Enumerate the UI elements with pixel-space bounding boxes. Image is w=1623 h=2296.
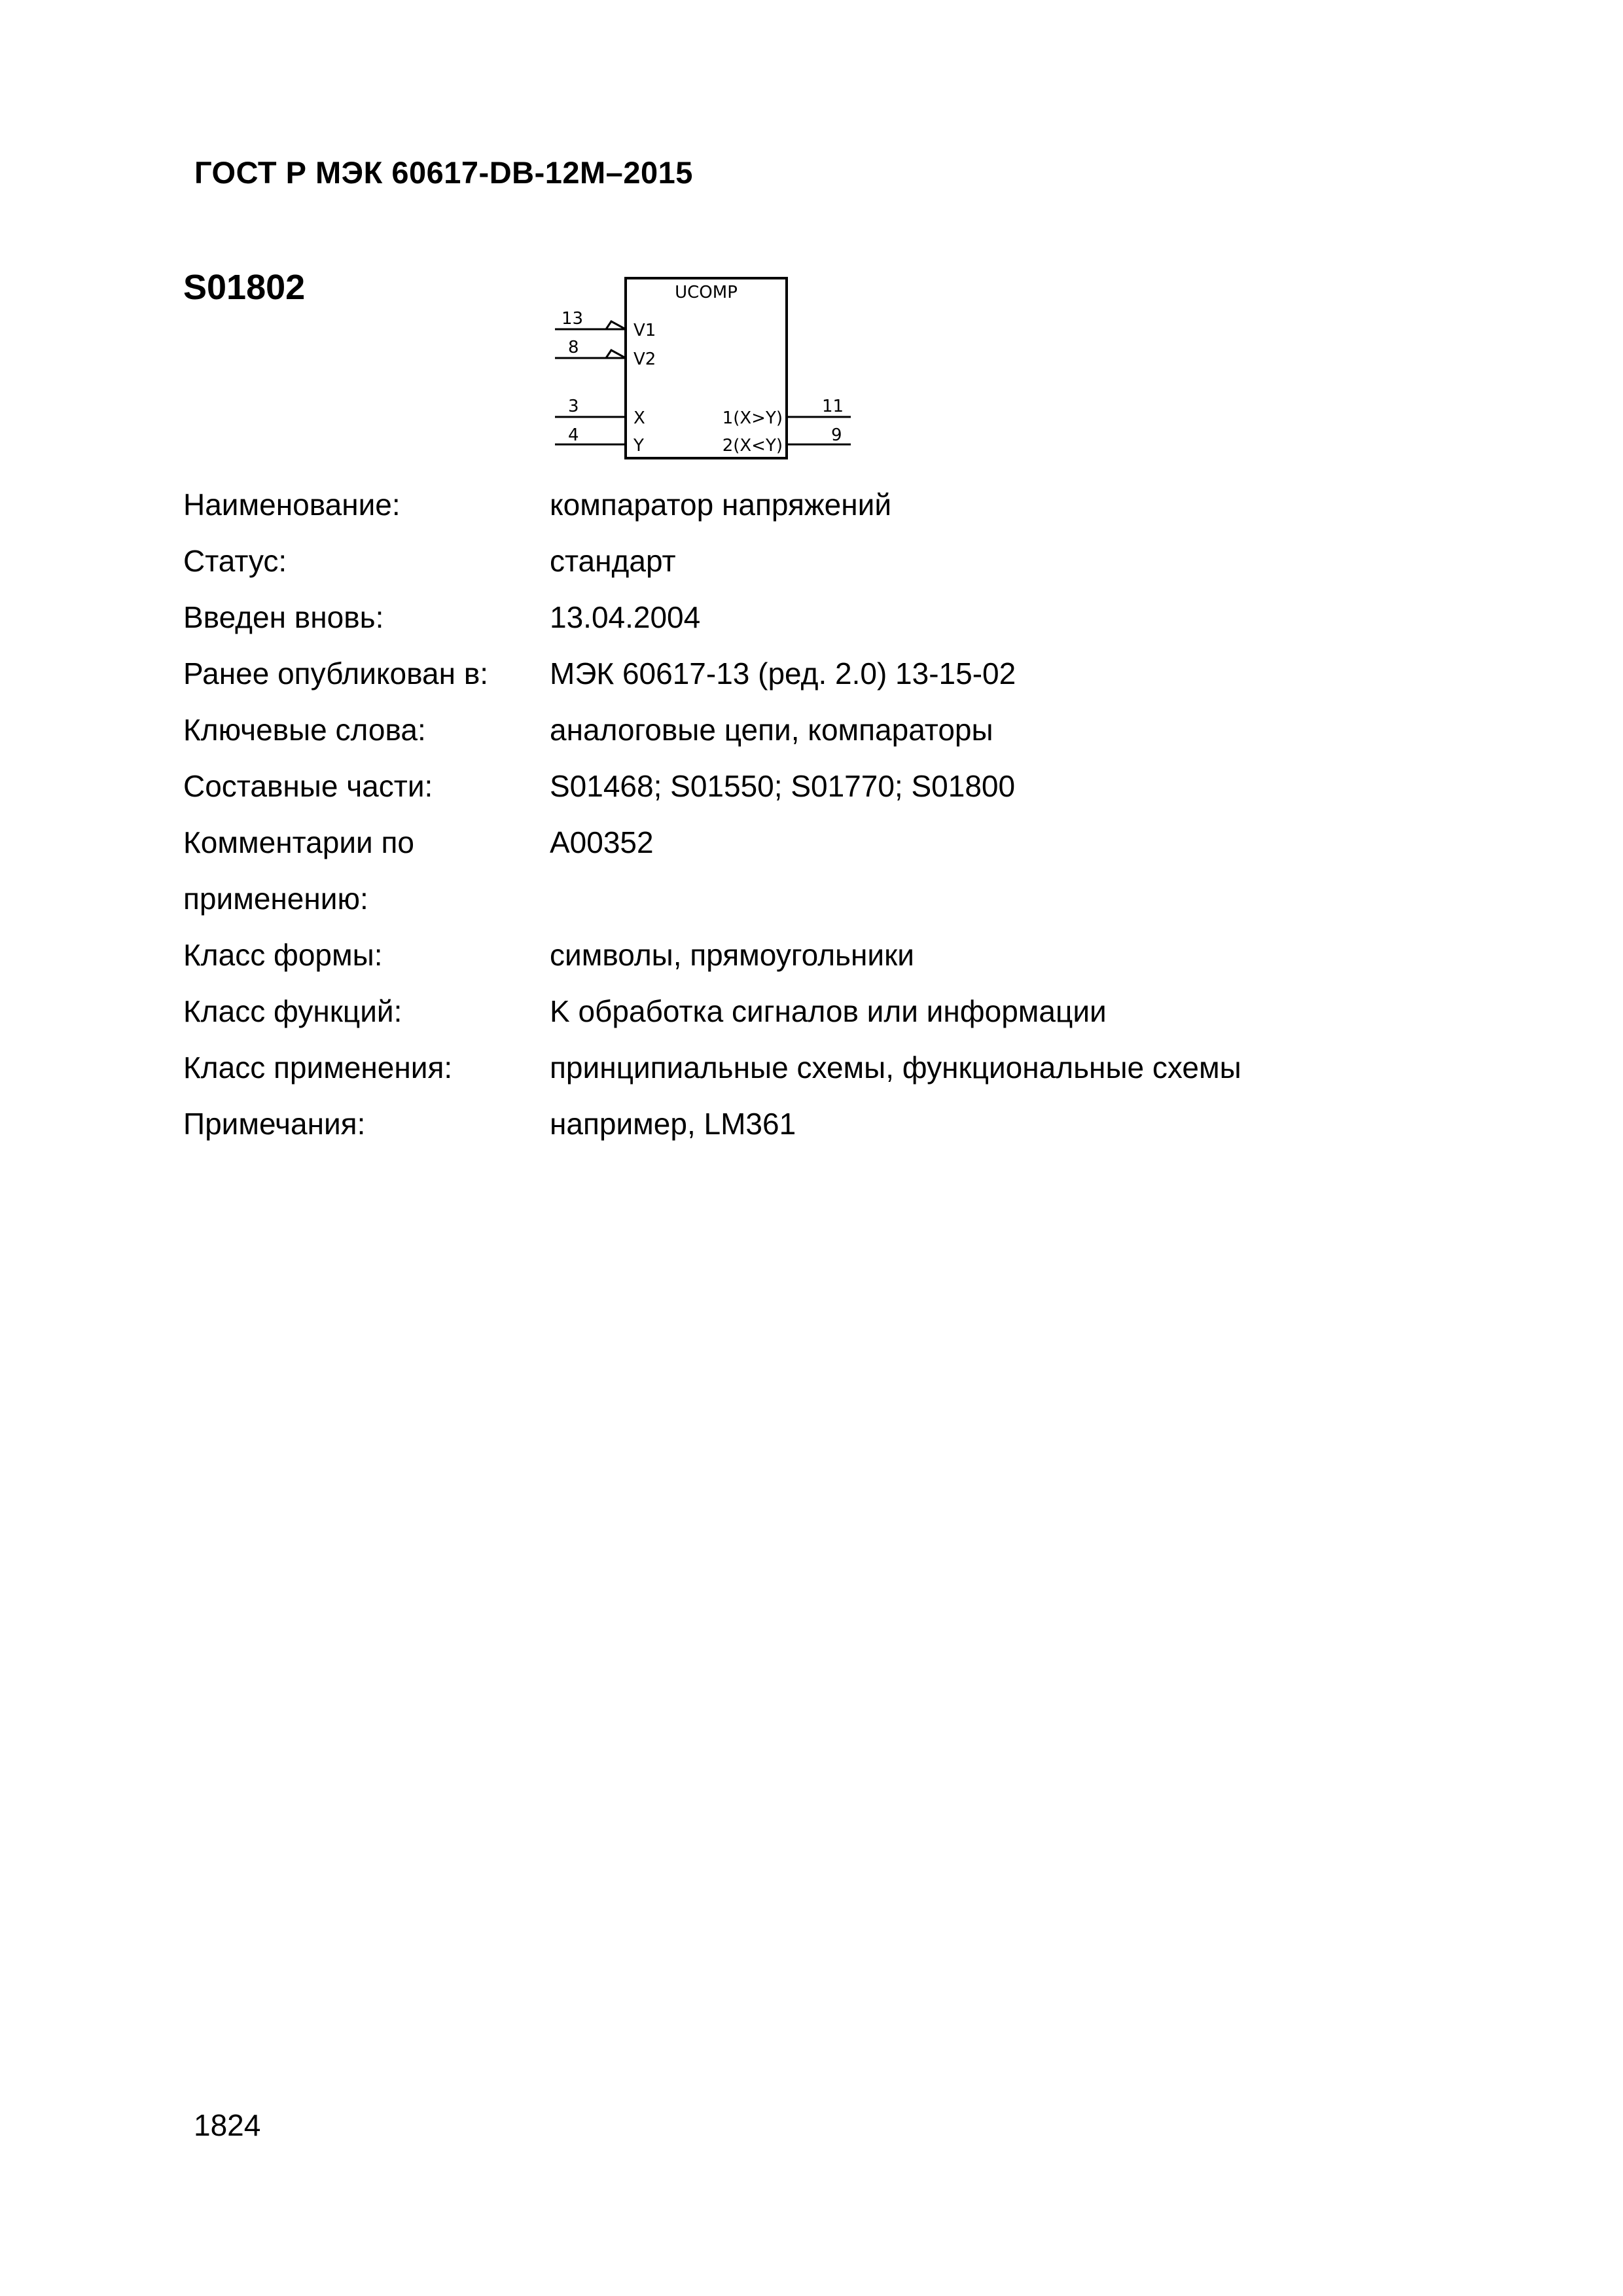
- input-label-v1: V1: [633, 321, 656, 340]
- property-row-notes: [183, 1096, 1427, 1152]
- property-value: компаратор напряжений: [550, 488, 892, 522]
- property-label: Составные части:: [183, 769, 433, 803]
- property-value: принципиальные схемы, функциональные схемы: [550, 1050, 1241, 1085]
- property-value: символы, прямоугольники: [550, 938, 914, 972]
- property-value: стандарт: [550, 544, 676, 578]
- property-row-application-class: [183, 1039, 1427, 1096]
- property-row-function-class: [183, 983, 1427, 1039]
- property-label: Наименование:: [183, 488, 401, 522]
- input-label-y: Y: [633, 436, 644, 456]
- property-row-keywords: [183, 702, 1427, 758]
- symbol-id: S01802: [183, 268, 306, 307]
- pin-number-4: 4: [568, 425, 579, 445]
- property-row-application-comments: [183, 814, 1427, 927]
- property-row-components: [183, 758, 1427, 814]
- analog-indicator-v2: [606, 350, 626, 358]
- property-row-introduced: [183, 589, 1427, 645]
- property-label: Класс формы:: [183, 938, 383, 972]
- pin-number-11: 11: [822, 397, 844, 416]
- property-label: Класс применения:: [183, 1050, 453, 1085]
- symbol-title: UCOMP: [675, 283, 738, 302]
- pin-number-3: 3: [568, 397, 579, 416]
- property-value: S01468; S01550; S01770; S01800: [550, 769, 1016, 803]
- property-row-name: [183, 476, 1427, 533]
- property-label: Класс функций:: [183, 994, 402, 1028]
- input-label-v2: V2: [633, 350, 656, 369]
- property-label: Статус:: [183, 544, 287, 578]
- page-number: 1824: [194, 2108, 261, 2142]
- output-label-1: 1(X>Y): [722, 408, 783, 428]
- analog-indicator-v1: [606, 321, 626, 329]
- property-row-status: [183, 533, 1427, 589]
- property-value: K обработка сигналов или информации: [550, 994, 1107, 1028]
- symbol-properties-list: [183, 476, 1427, 1152]
- pin-number-9: 9: [831, 425, 842, 445]
- property-value: 13.04.2004: [550, 600, 701, 634]
- property-row-previously-published: [183, 645, 1427, 702]
- property-label: Комментарии по применению:: [183, 825, 414, 916]
- comparator-symbol-svg: [548, 272, 863, 468]
- property-label: Ключевые слова:: [183, 713, 426, 747]
- property-label: Ранее опубликован в:: [183, 656, 489, 691]
- output-label-2: 2(X<Y): [722, 436, 783, 456]
- input-label-x: X: [633, 408, 645, 428]
- property-value: например, LM361: [550, 1107, 796, 1141]
- property-label: Примечания:: [183, 1107, 366, 1141]
- property-row-shape-class: [183, 927, 1427, 983]
- property-value: аналоговые цепи, компараторы: [550, 713, 993, 747]
- property-value: A00352: [550, 825, 654, 859]
- comparator-symbol-diagram: [548, 272, 863, 468]
- pin-number-8: 8: [568, 338, 579, 357]
- property-label: Введен вновь:: [183, 600, 384, 634]
- property-value: МЭК 60617-13 (ред. 2.0) 13-15-02: [550, 656, 1016, 691]
- document-standard-title: ГОСТ Р МЭК 60617-DB-12M–2015: [194, 155, 693, 190]
- pin-number-13: 13: [562, 309, 584, 329]
